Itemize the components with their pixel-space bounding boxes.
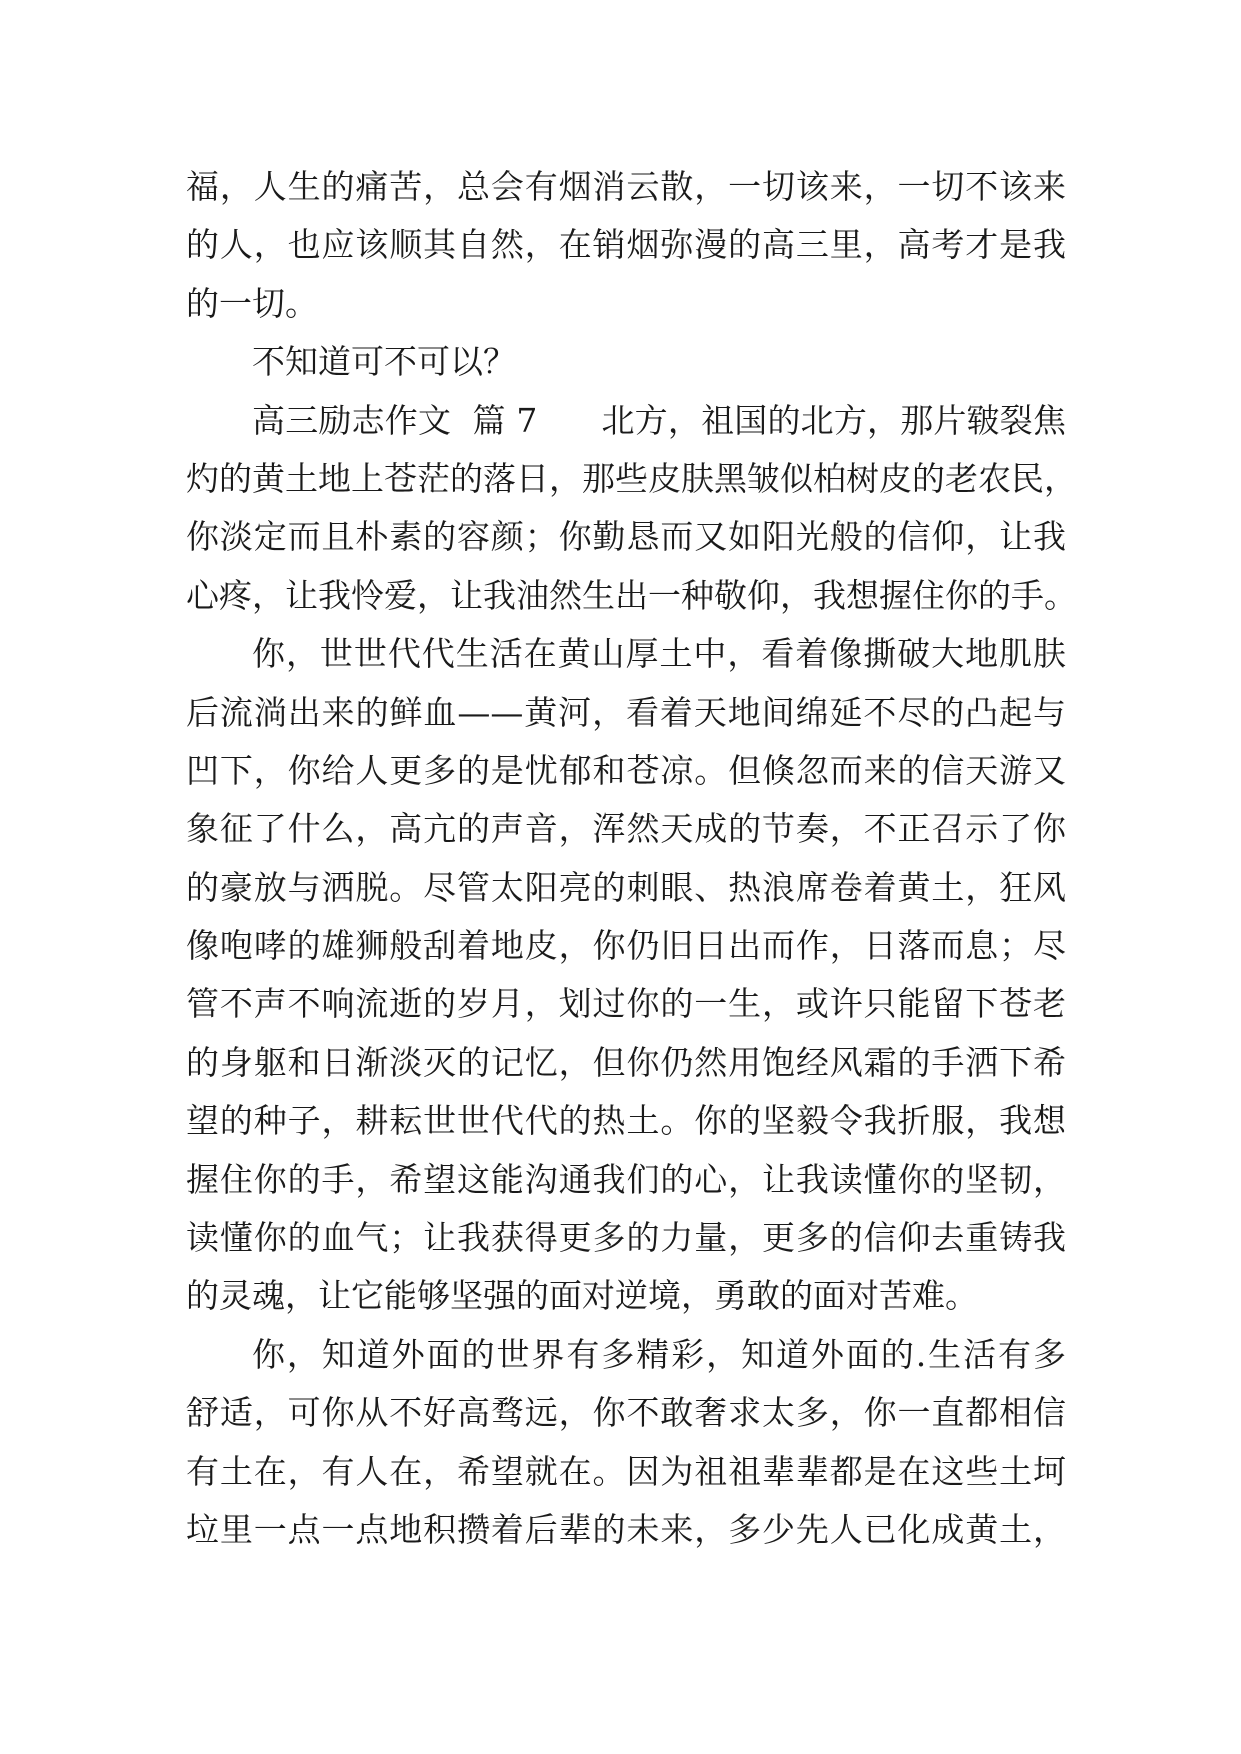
text-line: 的一切。 <box>186 283 318 323</box>
text-line: 你淡定而且朴素的容颜；你勤恳而又如阳光般的信仰，让我 <box>186 517 1066 557</box>
text-line: 读懂你的血气；让我获得更多的力量，更多的信仰去重铸我 <box>186 1218 1066 1258</box>
text-line: 管不声不响流逝的岁月，划过你的一生，或许只能留下苍老 <box>186 984 1066 1024</box>
text-line: 垃里一点一点地积攒着后辈的未来，多少先人已化成黄土， <box>186 1509 1066 1549</box>
text-line: 高三励志作文 篇 7 北方，祖国的北方，那片皲裂焦 <box>252 400 1066 440</box>
text-line: 心疼，让我怜爱，让我油然生出一种敬仰，我想握住你的手。 <box>186 575 1077 615</box>
text-line: 灼的黄土地上苍茫的落日，那些皮肤黑皱似柏树皮的老农民， <box>186 458 1077 498</box>
text-line: 握住你的手，希望这能沟通我们的心，让我读懂你的坚韧， <box>186 1159 1066 1199</box>
text-line: 像咆哮的雄狮般刮着地皮，你仍旧日出而作，日落而息；尽 <box>186 926 1066 966</box>
text-line: 不知道可不可以？ <box>252 342 516 382</box>
text-line: 的灵魂，让它能够坚强的面对逆境，勇敢的面对苦难。 <box>186 1276 978 1316</box>
text-line: 福，人生的痛苦，总会有烟消云散，一切该来，一切不该来 <box>186 167 1066 206</box>
body-text <box>186 158 1077 1559</box>
text-line: 舒适，可你从不好高骛远，你不敢奢求太多，你一直都相信 <box>186 1393 1066 1433</box>
text-line: 你，世世代代生活在黄山厚土中，看着像撕破大地肌肤 <box>252 634 1066 674</box>
text-line: 后流淌出来的鲜血——黄河，看着天地间绵延不尽的凸起与 <box>186 692 1066 732</box>
text-line: 象征了什么，高亢的声音，浑然天成的节奏，不正召示了你 <box>186 809 1066 849</box>
text-line: 凹下，你给人更多的是忧郁和苍凉。但倏忽而来的信天游又 <box>186 750 1066 790</box>
text-line: 的身躯和日渐淡灭的记忆，但你仍然用饱经风霜的手洒下希 <box>186 1042 1066 1082</box>
text-line: 的豪放与洒脱。尽管太阳亮的刺眼、热浪席卷着黄土，狂风 <box>186 867 1066 907</box>
text-line: 的人，也应该顺其自然，在销烟弥漫的高三里，高考才是我 <box>186 225 1066 265</box>
text-line: 你，知道外面的世界有多精彩，知道外面的.生活有多 <box>252 1334 1066 1374</box>
text-line: 有土在，有人在，希望就在。因为祖祖辈辈都是在这些土坷 <box>186 1451 1066 1491</box>
text-line: 望的种子，耕耘世世代代的热土。你的坚毅令我折服，我想 <box>186 1101 1066 1141</box>
